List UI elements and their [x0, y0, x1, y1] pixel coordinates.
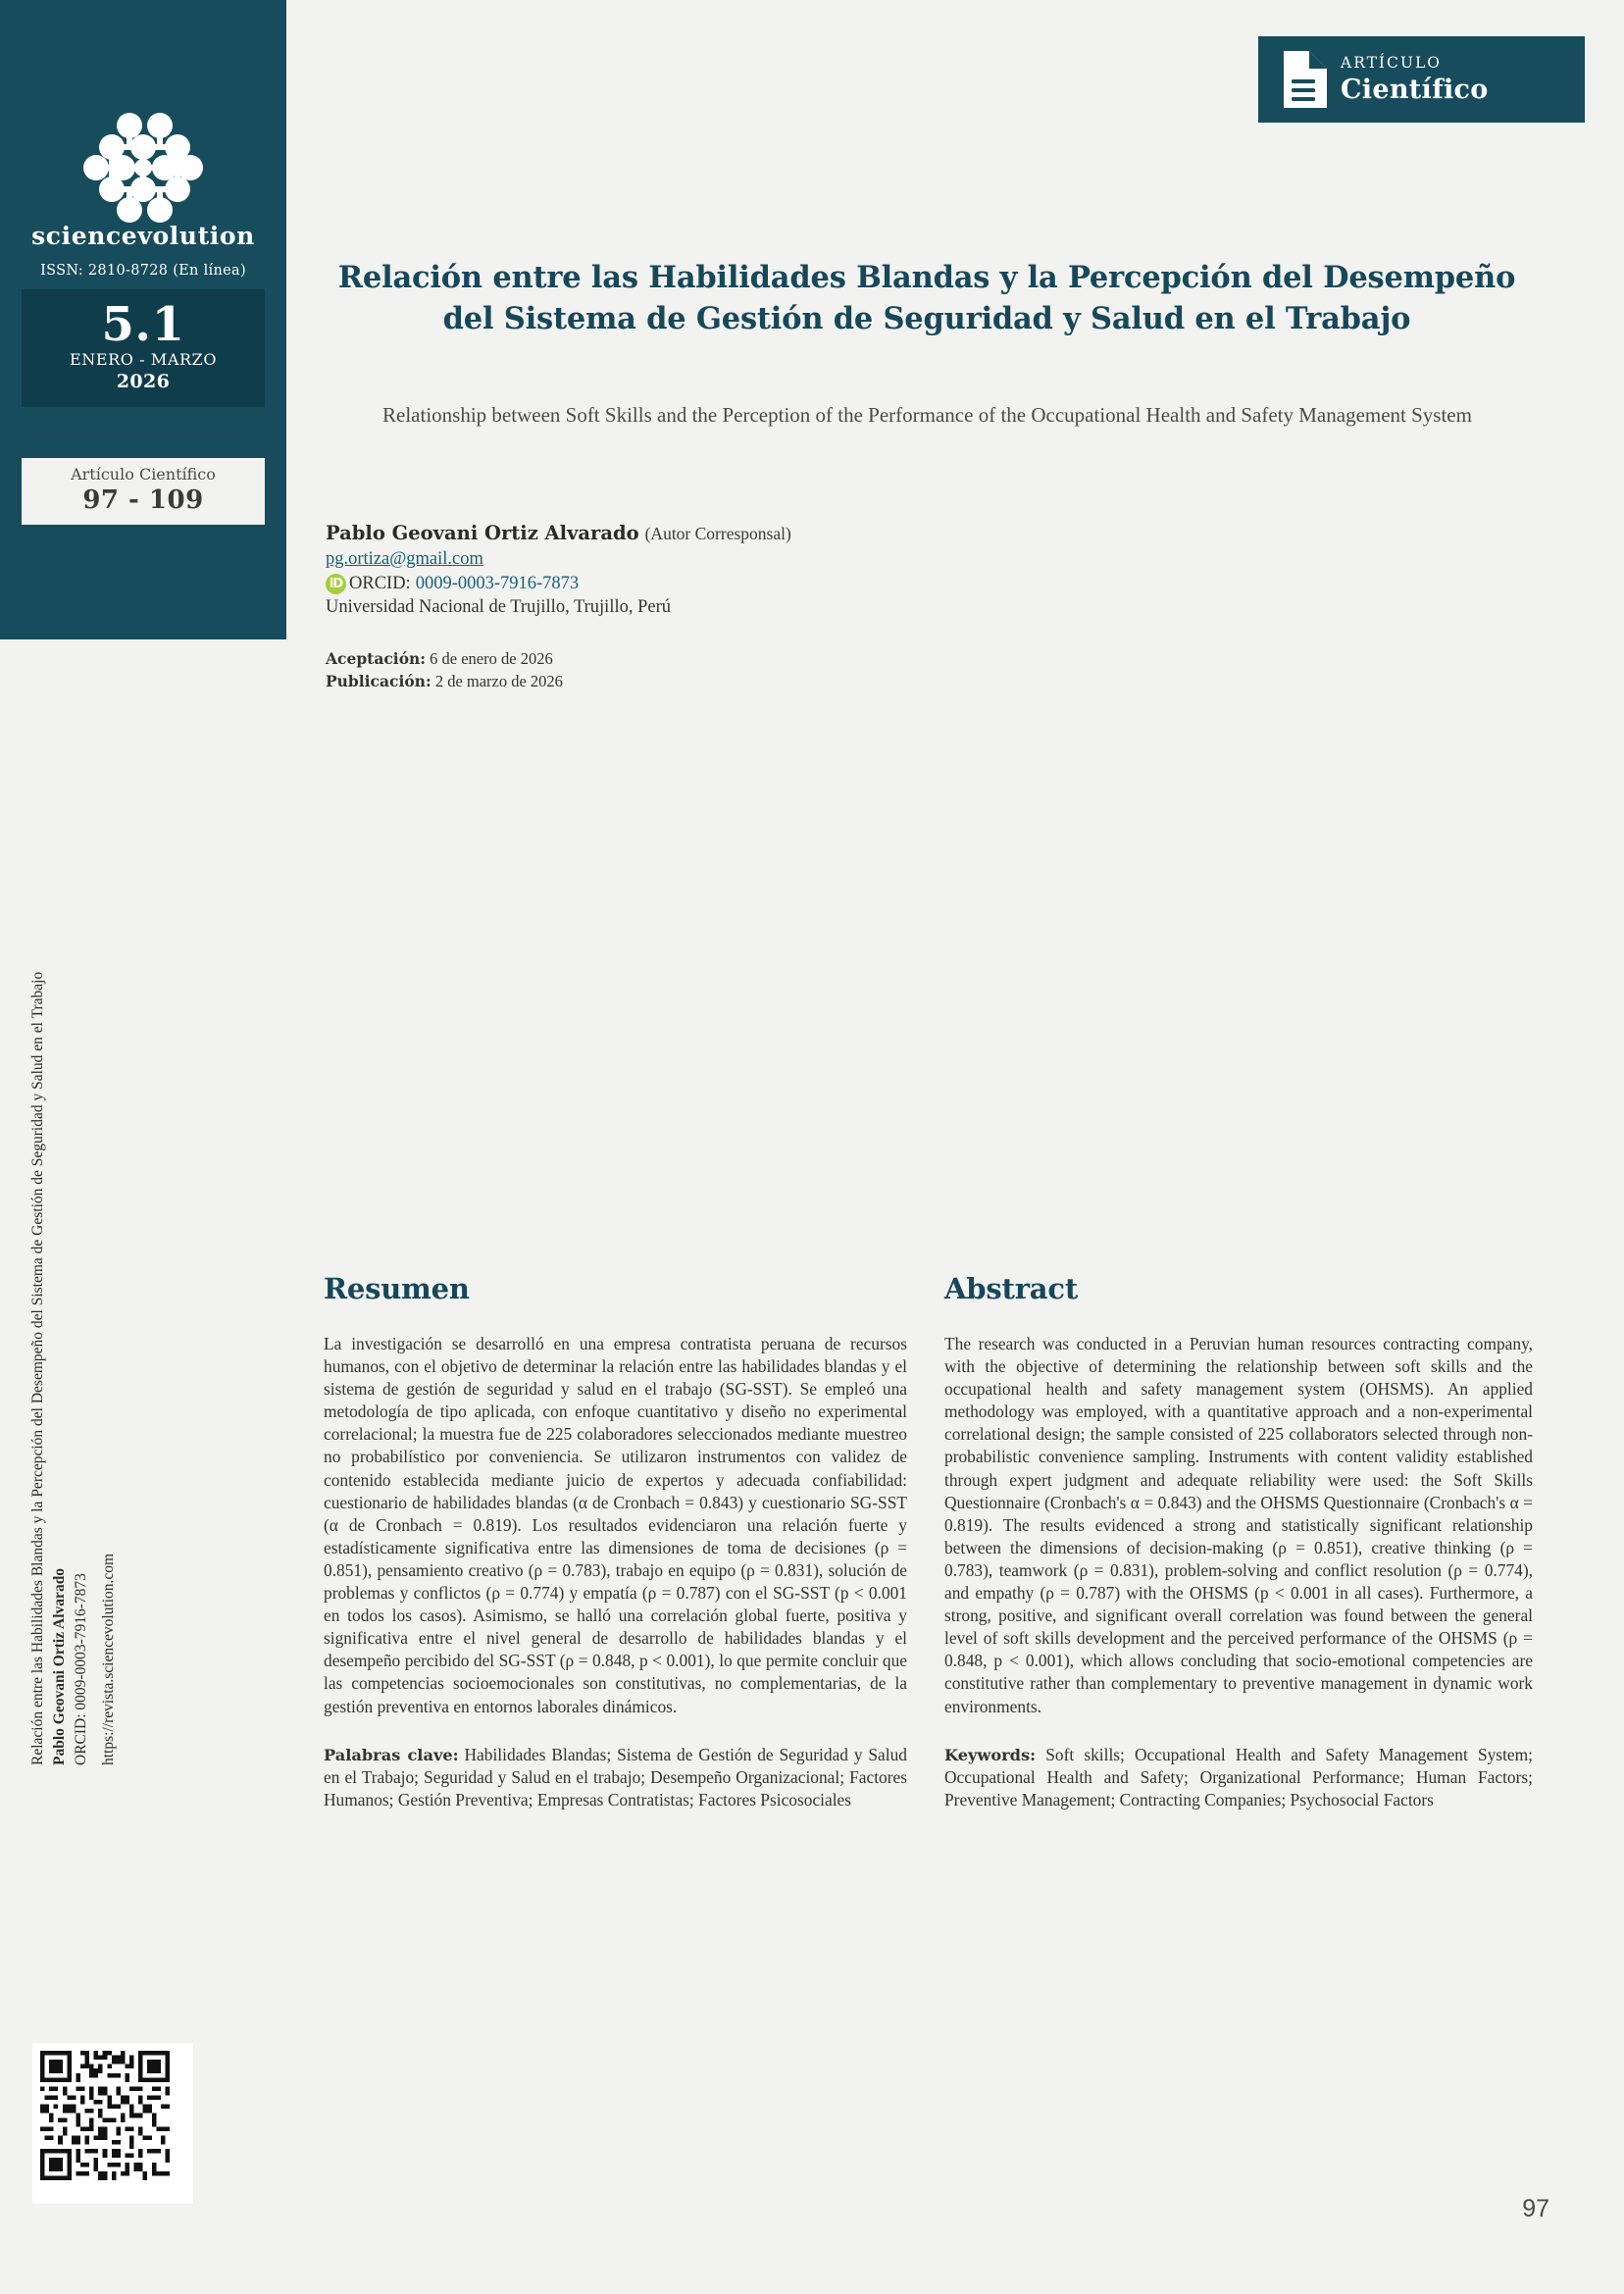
- author-name: Pablo Geovani Ortiz Alvarado: [326, 522, 639, 544]
- palabras-clave-values: Habilidades Blandas; Sistema de Gestión de Seguridad y Salud en el Trabajo; Seguridad y Salud en el trabajo; Desempeño Organizacional; Factores Humanos; Gestión Preventiva; Empresas Contratistas; Factores Psicosociales: [324, 1744, 907, 1810]
- running-url-vertical[interactable]: https://revista.sciencevolution.com: [100, 1553, 117, 1765]
- publication-date-row: [326, 670, 1012, 692]
- abstract-body: The research was conducted in a Peruvian human resources contracting company, with the objective of determining the relationship between soft skills and the occupational health and safety management system (OHSMS). An applied methodology was employed, with a quantitative approach and a non-experimental correlational design; the sample consisted of 225 collaborators selected through non-probabilistic convenience sampling. Instruments with content validity established through expert judgment and adequate reliability were used: the Soft Skills Questionnaire (Cronbach's α = 0.843) and the OHSMS Questionnaire (Cronbach's α = 0.819). The results evidenced a strong and statistically significant relationship between the dimensions of decision-making (ρ = 0.851), creative thinking (ρ = 0.783), teamwork (ρ = 0.831), problem-solving and conflict resolution (ρ = 0.774), and empathy (ρ = 0.787) with the OHSMS (p < 0.001 in all cases). Furthermore, a strong, positive, and significant overall correlation was found between the general level of soft skills development and the perceived performance of the OHSMS (ρ = 0.848, p < 0.001), which allows concluding that socio-emotional competencies are constitutive rather than complementary to preventive management in dynamic work environments.: [944, 1334, 1533, 1716]
- palabras-clave-label: Palabras clave:: [324, 1745, 459, 1764]
- running-author-vertical: Pablo Geovani Ortiz Alvarado: [51, 1567, 68, 1765]
- orcid-icon: iD: [326, 574, 346, 594]
- volume-number: 5.1: [101, 297, 185, 352]
- journal-brand-name: sciencevolution: [31, 222, 255, 250]
- keywords-values: Soft skills; Occupational Health and Safety Management System; Occupational Health and Safety; Organizational Performance; Human Factors; Preventive Management; Contracting Companies; Psychosocial Factors: [944, 1744, 1533, 1810]
- page-subtitle: Relationship between Soft Skills and the Perception of the Performance of the Occupational Health and Safety Management System: [382, 403, 1472, 427]
- volume-year: 2026: [116, 371, 171, 392]
- molecule-network-logo-icon: [83, 113, 203, 223]
- journal-logo: [0, 106, 286, 229]
- orcid-label: ORCID:: [349, 574, 411, 593]
- publication-value: 2 de marzo de 2026: [434, 672, 563, 690]
- publication-label: Publicación:: [326, 672, 431, 690]
- acceptance-label: Aceptación:: [326, 649, 427, 668]
- badge-label: Científico: [1341, 75, 1489, 106]
- orcid-id[interactable]: 0009-0003-7916-7873: [415, 574, 580, 593]
- author-email[interactable]: pg.ortiza@gmail.com: [326, 549, 483, 569]
- keywords-label: Keywords:: [944, 1745, 1037, 1764]
- abstract-heading: Abstract: [944, 1272, 1079, 1305]
- author-block: [326, 522, 1110, 618]
- publication-dates: [326, 647, 1012, 692]
- article-pages-box: [22, 458, 265, 525]
- running-orcid-vertical: ORCID: 0009-0003-7916-7873: [73, 1573, 89, 1765]
- author-orcid-row: [326, 574, 1110, 594]
- article-page-range: 97 - 109: [82, 485, 204, 515]
- qr-code[interactable]: [32, 2043, 193, 2204]
- volume-months: ENERO - MARZO: [69, 350, 218, 369]
- abstract-column: [944, 1272, 1533, 1811]
- journal-issn: ISSN: 2810-8728 (En línea): [40, 263, 246, 279]
- acceptance-value: 6 de enero de 2026: [430, 649, 553, 668]
- palabras-clave: [324, 1744, 907, 1811]
- page-title: Relación entre las Habilidades Blandas y la Percepción del Desempeño del Sistema de Gestión de Seguridad y Salud en el Trabajo: [337, 260, 1516, 337]
- badge-kicker: ARTÍCULO: [1341, 53, 1442, 72]
- corresponding-author-note: (Autor Corresponsal): [644, 524, 791, 543]
- running-title-vertical: Relación entre las Habilidades Blandas y la Percepción del Desempeño del Sistema de Gestión de Seguridad y Salud en el Trabajo: [29, 971, 46, 1765]
- acceptance-date-row: [326, 647, 1012, 670]
- article-type-badge: [1258, 36, 1585, 123]
- article-type-text: [1341, 53, 1489, 106]
- volume-box: [22, 289, 265, 407]
- resumen-body: La investigación se desarrolló en una empresa contratista peruana de recursos humanos, con el objetivo de determinar la relación entre las habilidades blandas y el sistema de gestión de seguridad y salud en el trabajo (SG-SST). Se empleó una metodología de tipo aplicada, con enfoque cuantitativo y diseño no experimental correlacional; la muestra fue de 225 colaboradores seleccionados mediante muestreo no probabilístico por conveniencia. Se utilizaron instrumentos con validez de contenido establecida mediante juicio de expertos y adecuada confiabilidad: cuestionario de habilidades blandas (α de Cronbach = 0.843) y cuestionario SG-SST (α de Cronbach = 0.819). Los resultados evidenciaron una relación fuerte y estadísticamente significativa entre las dimensiones de toma de decisiones (ρ = 0.851), pensamiento creativo (ρ = 0.783), trabajo en equipo (ρ = 0.831), solución de problemas y conflictos (ρ = 0.774) y empatía (ρ = 0.787) con el SG-SST (p < 0.001 en todos los casos). Asimismo, se halló una correlación global fuerte, positiva y significativa entre el nivel general de desarrollo de habilidades blandas y el desempeño percibido del SG-SST (ρ = 0.848, p < 0.001), lo que permite concluir que las competencias socioemocionales son constitutivas, no complementarias, de la gestión preventiva en entornos laborales dinámicos.: [324, 1334, 907, 1716]
- page-number: 97: [1522, 2195, 1549, 2222]
- document-lines-icon: [1280, 51, 1327, 108]
- resumen-heading: Resumen: [324, 1272, 470, 1305]
- author-affiliation: Universidad Nacional de Trujillo, Trujillo, Perú: [326, 597, 672, 617]
- resumen-column: [324, 1272, 907, 1811]
- article-kind-label: Artículo Científico: [71, 465, 216, 484]
- qr-code-icon: [40, 2051, 170, 2180]
- keywords: [944, 1744, 1533, 1811]
- journal-masthead: [0, 0, 286, 639]
